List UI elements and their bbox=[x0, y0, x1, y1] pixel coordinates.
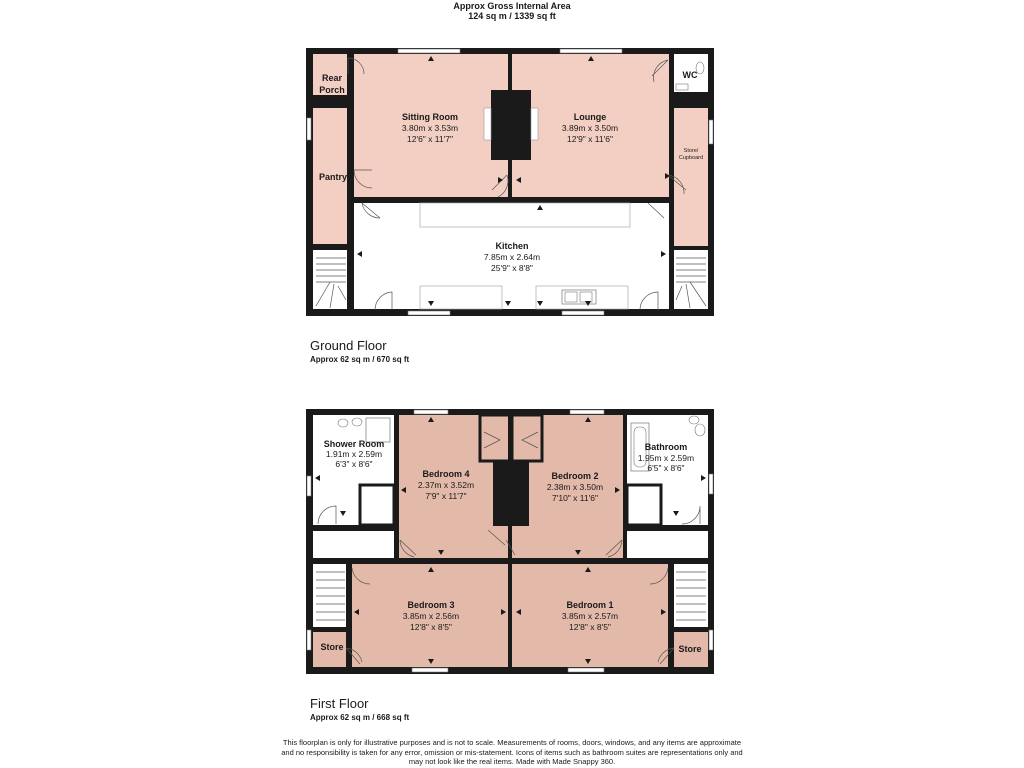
disclaimer bbox=[262, 738, 762, 767]
basin-icon bbox=[676, 84, 688, 90]
window bbox=[307, 118, 311, 140]
bedroom3-metric: 3.85m x 2.56m bbox=[402, 611, 460, 621]
disclaimer-line-1: This floorplan is only for illustrative purposes and is not to scale. Measurements of rooms, doors, windows, and any items are approximate bbox=[282, 738, 742, 747]
chimney-breast bbox=[493, 462, 529, 526]
window bbox=[307, 476, 311, 496]
bathroom-imperial: 6'5" x 8'6" bbox=[647, 463, 685, 473]
bedroom4-name: Bedroom 4 bbox=[422, 469, 470, 479]
ground-floor-plan bbox=[306, 48, 714, 316]
ground-floor-label: Ground Floor bbox=[310, 338, 387, 353]
window bbox=[408, 311, 450, 315]
window bbox=[414, 410, 448, 414]
bedroom3-imperial: 12'8" x 8'5" bbox=[410, 622, 452, 632]
bathroom-metric: 1.95m x 2.59m bbox=[637, 453, 695, 463]
bedroom1-metric: 3.85m x 2.57m bbox=[561, 611, 619, 621]
landing-left bbox=[313, 531, 394, 558]
window bbox=[568, 668, 604, 672]
bedroom2-imperial: 7'10" x 11'6" bbox=[552, 493, 598, 503]
stairs-left-area bbox=[313, 564, 346, 627]
rear-porch-label-1: Rear bbox=[321, 73, 343, 83]
window bbox=[412, 668, 448, 672]
lounge-imperial: 12'9" x 11'6" bbox=[567, 134, 613, 144]
lounge-metric: 3.89m x 3.50m bbox=[561, 123, 619, 133]
store-cupboard-area bbox=[674, 108, 708, 246]
kitchen-metric: 7.85m x 2.64m bbox=[483, 252, 541, 262]
kitchen-worktop bbox=[420, 203, 630, 227]
toilet-icon bbox=[338, 419, 348, 427]
window bbox=[562, 311, 604, 315]
first-floor-area: Approx 62 sq m / 668 sq ft bbox=[310, 713, 410, 722]
gross-area-value: 124 sq m / 1339 sq ft bbox=[468, 11, 556, 21]
rear-porch-label-2: Porch bbox=[319, 85, 345, 95]
window bbox=[709, 474, 713, 494]
kitchen-name: Kitchen bbox=[495, 241, 529, 251]
window bbox=[307, 630, 311, 650]
bedroom1-name: Bedroom 1 bbox=[566, 600, 614, 610]
window bbox=[398, 49, 460, 53]
wc-name: WC bbox=[682, 70, 698, 80]
stairs-right-area bbox=[674, 564, 708, 627]
gross-area-title: Approx Gross Internal Area bbox=[453, 1, 571, 11]
landing-right bbox=[627, 531, 708, 558]
window bbox=[709, 630, 713, 650]
sitting-room-name: Sitting Room bbox=[402, 112, 458, 122]
window bbox=[570, 410, 604, 414]
sitting-room-imperial: 12'6" x 11'7" bbox=[407, 134, 453, 144]
store-cupboard-label-2: Cupboard bbox=[678, 155, 704, 161]
store-left-name: Store bbox=[320, 642, 344, 652]
disclaimer-line-2: and no responsibility is taken for any error, omission or mis-statement. Icons of items such as bathroom suites are representations only and bbox=[281, 747, 743, 757]
shower-room-name: Shower Room bbox=[323, 439, 385, 449]
bedroom2-metric: 2.38m x 3.50m bbox=[546, 482, 604, 492]
bathroom-name: Bathroom bbox=[644, 442, 688, 452]
toilet-icon bbox=[695, 424, 705, 436]
shower-room-imperial: 6'3" x 8'6" bbox=[335, 459, 373, 469]
sitting-room-metric: 3.80m x 3.53m bbox=[401, 123, 459, 133]
window bbox=[560, 49, 622, 53]
ground-floor-area: Approx 62 sq m / 670 sq ft bbox=[310, 355, 410, 364]
store-cupboard-label-1: Store/ bbox=[683, 148, 699, 154]
kitchen-worktop bbox=[420, 286, 502, 309]
pantry-name: Pantry bbox=[318, 172, 348, 182]
bedroom4-metric: 2.37m x 3.52m bbox=[417, 480, 475, 490]
store-right-name: Store bbox=[678, 644, 702, 654]
kitchen-imperial: 25'9" x 8'8" bbox=[491, 263, 533, 273]
disclaimer-line-3: may not look like the real items. Made with Made Snappy 360. bbox=[408, 757, 616, 766]
first-floor-label: First Floor bbox=[310, 696, 369, 711]
stairs-right-area bbox=[674, 250, 708, 309]
shower-room-metric: 1.91m x 2.59m bbox=[325, 449, 383, 459]
bedroom3-name: Bedroom 3 bbox=[407, 600, 455, 610]
bedroom2-name: Bedroom 2 bbox=[551, 471, 599, 481]
bedroom1-imperial: 12'8" x 8'5" bbox=[569, 622, 611, 632]
stairs-left-area bbox=[313, 250, 347, 309]
first-floor-plan bbox=[306, 409, 714, 674]
basin-icon bbox=[689, 416, 699, 424]
bedroom4-imperial: 7'9" x 11'7" bbox=[425, 491, 467, 501]
basin-icon bbox=[352, 418, 362, 426]
window bbox=[709, 120, 713, 144]
lounge-name: Lounge bbox=[573, 112, 607, 122]
chimney-breast bbox=[491, 90, 531, 160]
